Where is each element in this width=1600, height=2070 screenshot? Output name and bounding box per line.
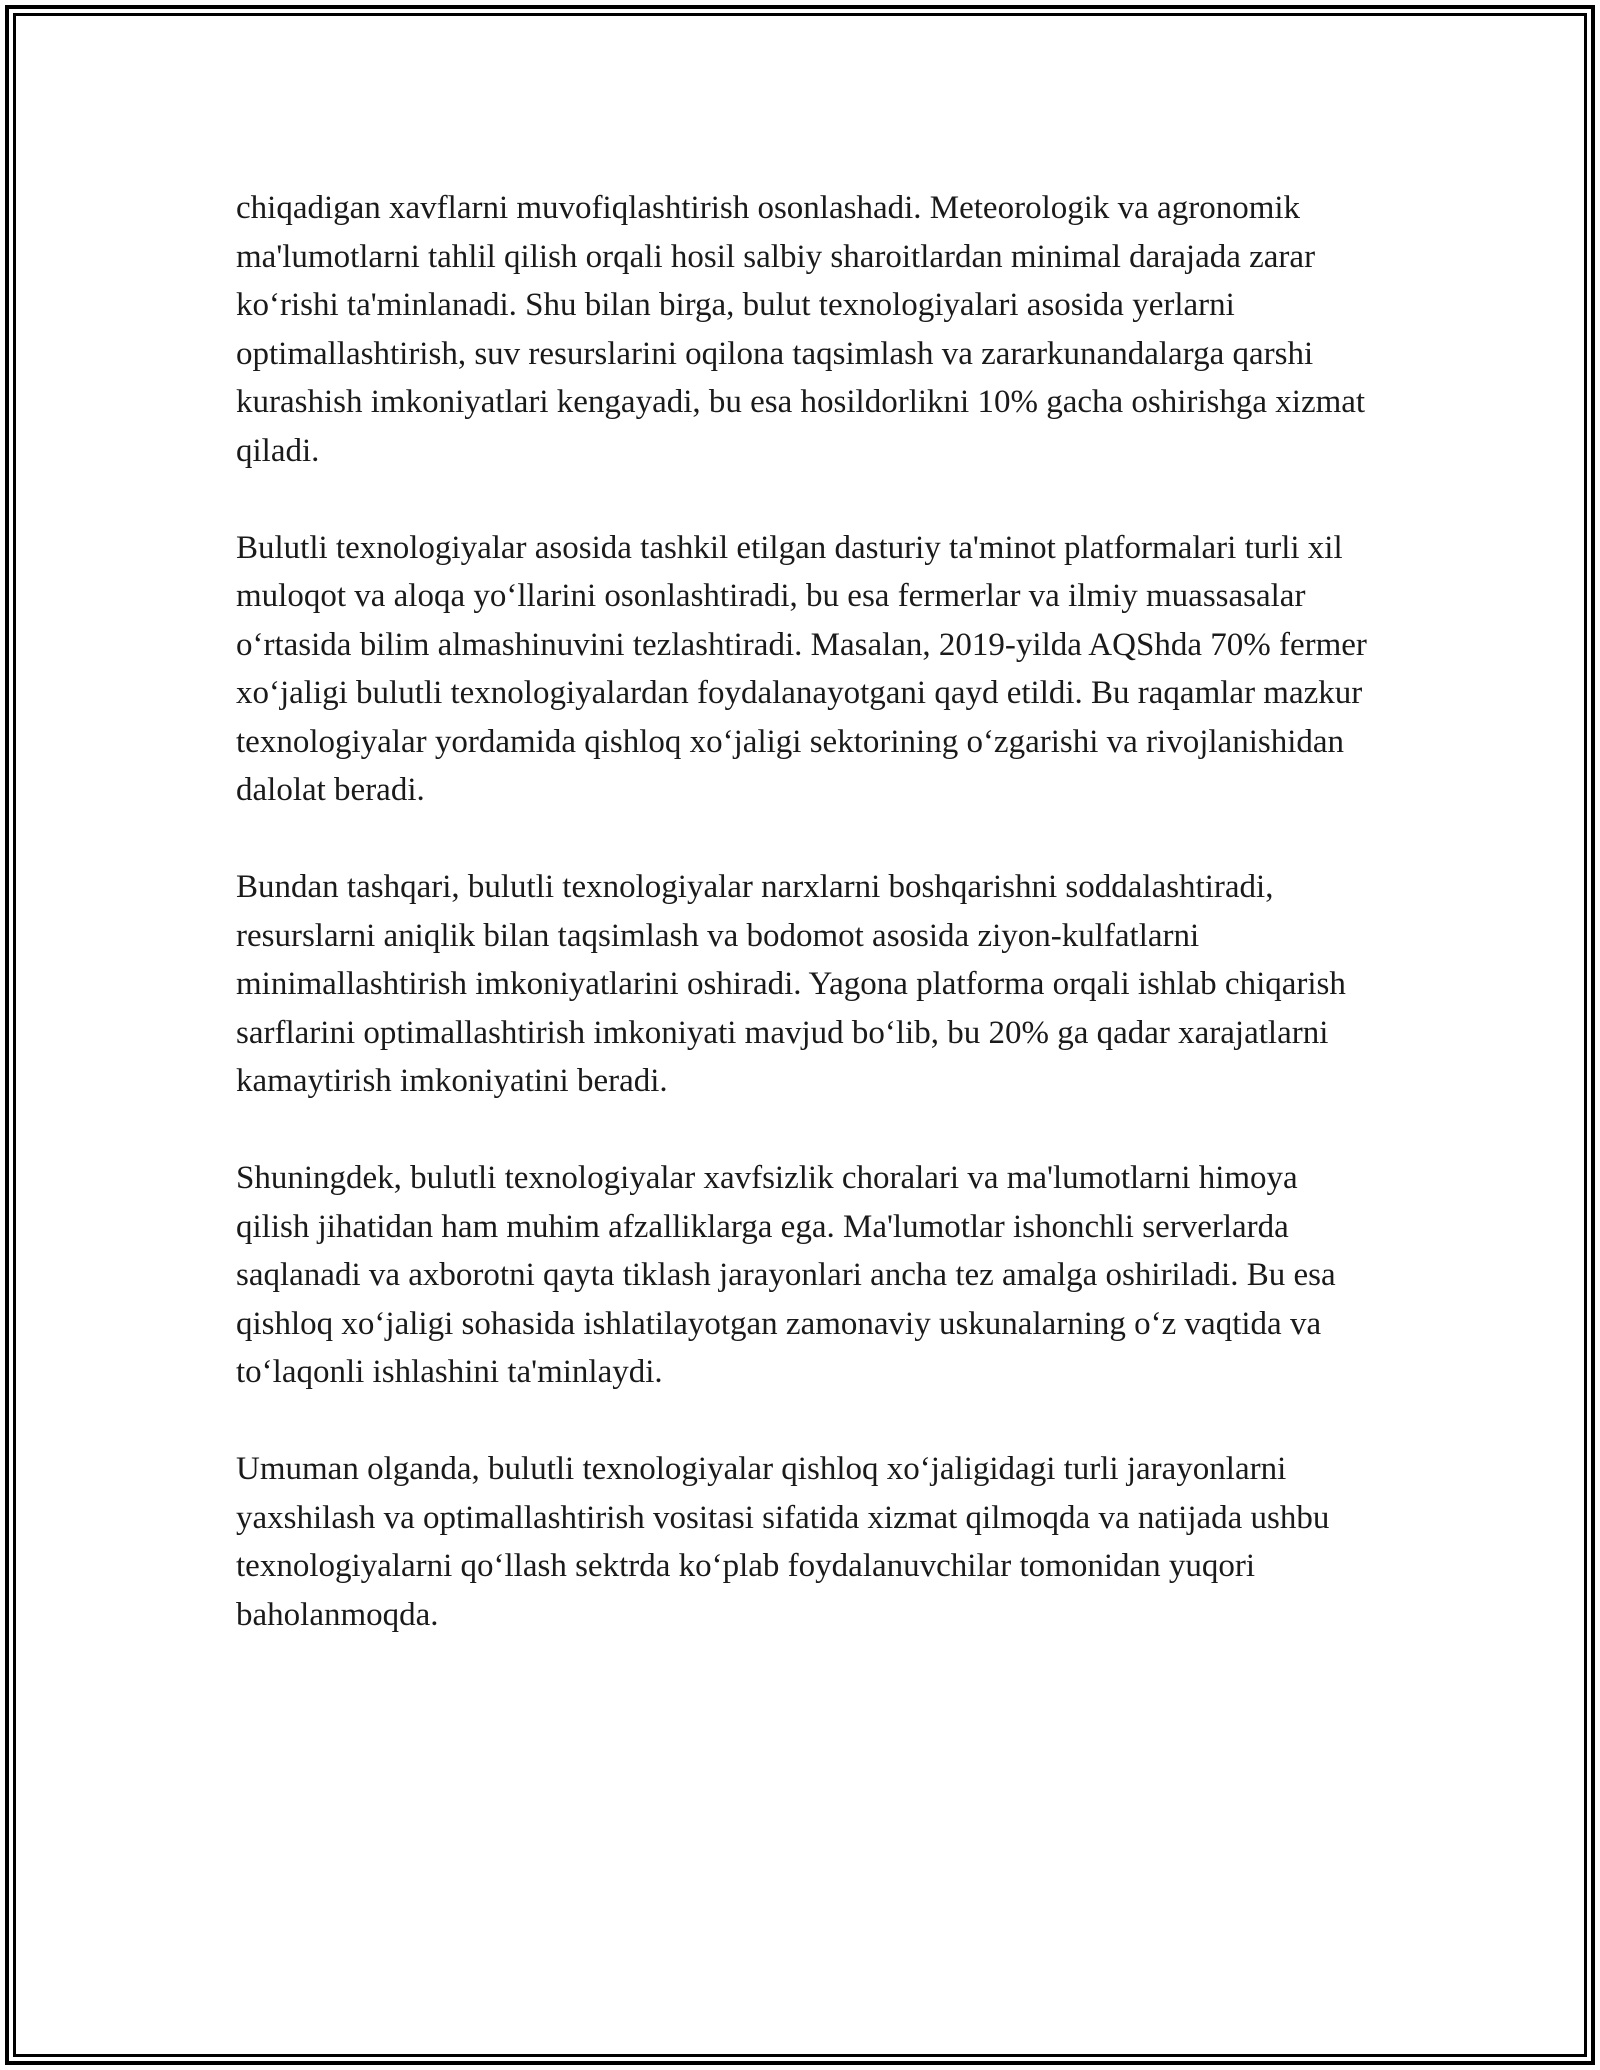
paragraph-1: chiqadigan xavflarni muvofiqlashtirish osonlashadi. Meteorologik va agronomik ma'lumotlarni tahlil qilish orqali hosil salbiy sharoitlardan minimal darajada zarar ko‘rishi ta'minlanadi. Shu bilan birga, bulut texnologiyalari asosida yerlarni optimallashtirish, suv resurslarini oqilona taqsimlash va zararkunandalarga qarshi kurashish imkoniyatlari kengayadi, bu esa hosildorlikni 10% gacha oshirishga xizmat qiladi.: [236, 190, 1366, 469]
paragraph-3: Bundan tashqari, bulutli texnologiyalar narxlarni boshqarishni soddalashtiradi, resurslarni aniqlik bilan taqsimlash va bodomot asosida ziyon-kulfatlarni minimallashtirish imkoniyatlarini oshiradi. Yagona platforma orqali ishlab chiqarish sarflarini optimallashtirish imkoniyati mavjud bo‘lib, bu 20% ga qadar xarajatlarni kamaytirish imkoniyatini beradi.: [236, 869, 1346, 1099]
document-body: [236, 184, 1372, 1639]
paragraph-4: Shuningdek, bulutli texnologiyalar xavfsizlik choralari va ma'lumotlarni himoya qilish jihatidan ham muhim afzalliklarga ega. Ma'lumotlar ishonchli serverlarda saqlanadi va axborotni qayta tiklash jarayonlari ancha tez amalga oshiriladi. Bu esa qishloq xo‘jaligi sohasida ishlatilayotgan zamonaviy uskunalarning o‘z vaqtida va to‘laqonli ishlashini ta'minlaydi.: [236, 1160, 1336, 1390]
paragraph-5: Umuman olganda, bulutli texnologiyalar qishloq xo‘jaligidagi turli jarayonlarni yaxshilash va optimallashtirish vositasi sifatida xizmat qilmoqda va natijada ushbu texnologiyalarni qo‘llash sektrda ko‘plab foydalanuvchilar tomonidan yuqori baholanmoqda.: [236, 1451, 1330, 1633]
paragraph-2: Bulutli texnologiyalar asosida tashkil etilgan dasturiy ta'minot platformalari turli xil muloqot va aloqa yo‘llarini osonlashtiradi, bu esa fermerlar va ilmiy muassasalar o‘rtasida bilim almashinuvini tezlashtiradi. Masalan, 2019-yilda AQShda 70% fermer xo‘jaligi bulutli texnologiyalardan foydalanayotgani qayd etildi. Bu raqamlar mazkur texnologiyalar yordamida qishloq xo‘jaligi sektorining o‘zgarishi va rivojlanishidan dalolat beradi.: [236, 529, 1367, 808]
